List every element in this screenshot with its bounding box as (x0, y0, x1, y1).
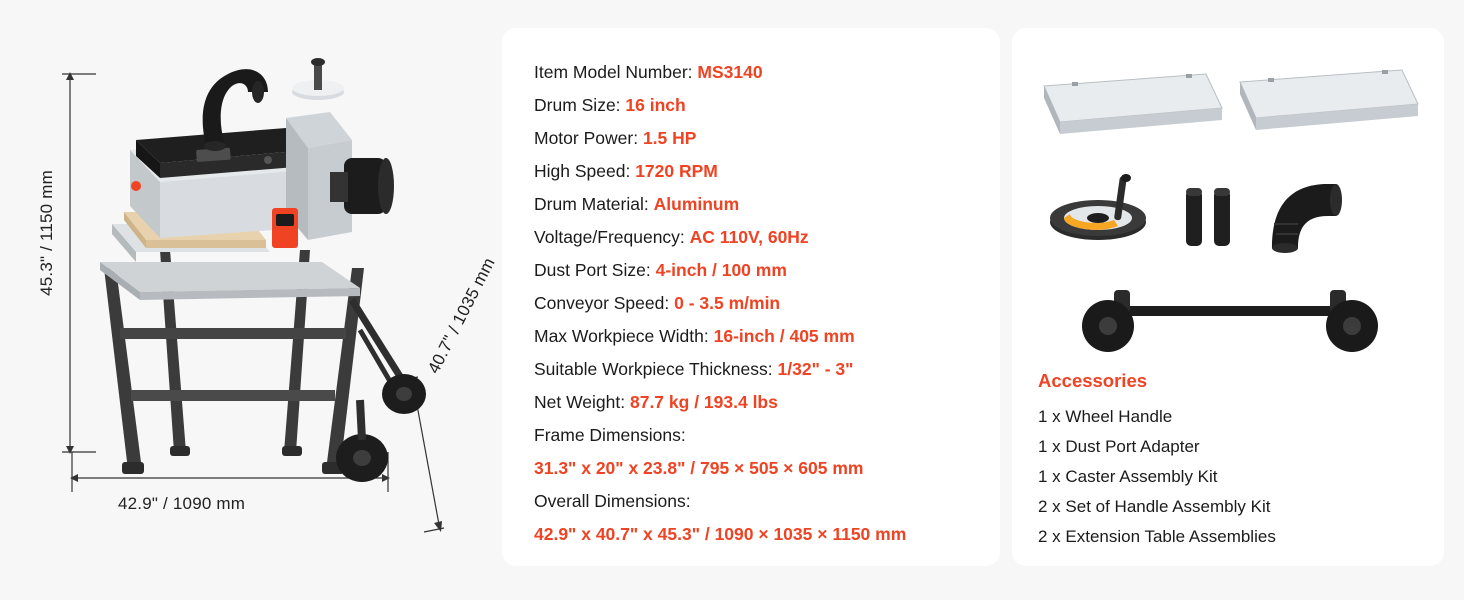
dimension-height-label: 45.3" / 1150 mm (37, 170, 56, 296)
spec-label: Suitable Workpiece Thickness: (534, 359, 773, 379)
accessory-item: 1 x Caster Assembly Kit (1038, 467, 1218, 486)
spec-row (534, 254, 970, 287)
accessory-item: 2 x Set of Handle Assembly Kit (1038, 497, 1271, 516)
accessory-item: 1 x Dust Port Adapter (1038, 437, 1200, 456)
spec-value: 4-inch / 100 mm (655, 260, 787, 280)
spec-value: 16 inch (625, 95, 686, 115)
product-image-panel (0, 0, 500, 600)
accessories-title: Accessories (1038, 370, 1148, 391)
spec-value: 1720 RPM (635, 161, 718, 181)
spec-value: 0 - 3.5 m/min (674, 293, 781, 313)
spec-value: Aluminum (653, 194, 740, 214)
extension-table-icon (1240, 70, 1418, 130)
spec-value: AC 110V, 60Hz (689, 227, 809, 247)
spec-value: 1.5 HP (642, 128, 697, 148)
drum-sander-illustration (0, 0, 500, 600)
spec-value: 87.7 kg / 193.4 lbs (629, 392, 778, 412)
dust-port-adapter-icon (1272, 184, 1342, 253)
spec-value-overall-dimensions: 42.9" x 40.7" x 45.3" / 1090 × 1035 × 1150 mm (534, 524, 907, 544)
spec-value: MS3140 (697, 62, 763, 82)
spec-row (534, 320, 970, 353)
spec-label: Motor Power: (534, 128, 639, 148)
accessories-card (1012, 28, 1444, 566)
accessories-illustration (1036, 38, 1420, 368)
spec-row (534, 188, 970, 221)
specifications-card (502, 28, 1000, 566)
handle-assembly-icon (1186, 188, 1230, 246)
spec-label: High Speed: (534, 161, 631, 181)
spec-label: Max Workpiece Width: (534, 326, 709, 346)
spec-value-frame-dimensions: 31.3" x 20" x 23.8" / 795 × 505 × 605 mm (534, 458, 864, 478)
extension-table-icon (1044, 74, 1222, 134)
spec-row (534, 155, 970, 188)
spec-label: Item Model Number: (534, 62, 693, 82)
spec-row (534, 287, 970, 320)
accessory-item: 2 x Extension Table Assemblies (1038, 527, 1276, 546)
spec-row-frame-dimensions (534, 419, 970, 452)
spec-row (534, 89, 970, 122)
spec-label: Drum Size: (534, 95, 621, 115)
dimension-width-label: 42.9" / 1090 mm (118, 494, 246, 513)
spec-label: Voltage/Frequency: (534, 227, 685, 247)
spec-label: Net Weight: (534, 392, 626, 412)
spec-value: 1/32" - 3" (777, 359, 854, 379)
spec-row (534, 221, 970, 254)
spec-row (534, 56, 970, 89)
spec-label: Conveyor Speed: (534, 293, 670, 313)
spec-row (534, 386, 970, 419)
spec-row-overall-dimensions (534, 485, 970, 518)
spec-label: Dust Port Size: (534, 260, 651, 280)
dimension-depth-label: 40.7" / 1035 mm (424, 254, 499, 377)
accessories-parts-diagram (1036, 38, 1420, 368)
spec-row (534, 122, 970, 155)
spec-label: Drum Material: (534, 194, 649, 214)
accessory-item: 1 x Wheel Handle (1038, 407, 1173, 426)
spec-value: 16-inch / 405 mm (713, 326, 855, 346)
wheel-handle-icon (1050, 174, 1146, 240)
caster-assembly-icon (1082, 290, 1378, 352)
spec-row (534, 353, 970, 386)
spec-label: Overall Dimensions: (534, 491, 691, 511)
spec-label: Frame Dimensions: (534, 425, 686, 445)
